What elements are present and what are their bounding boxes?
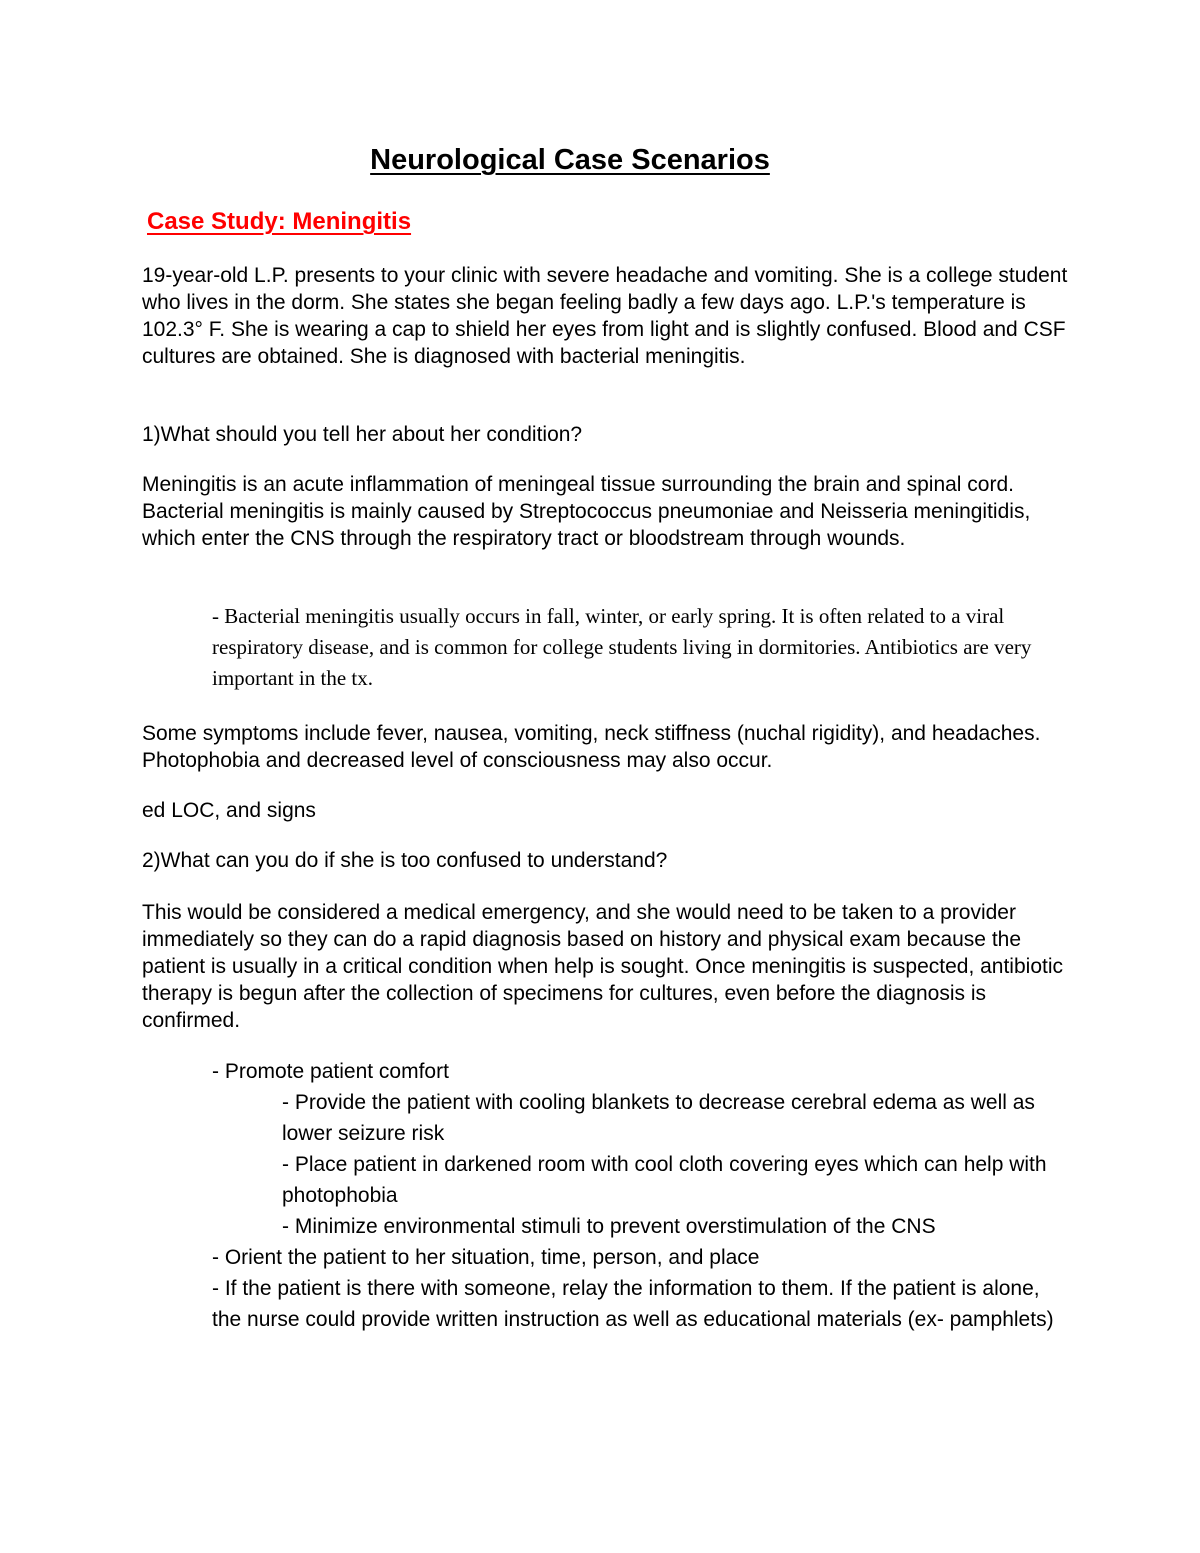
list-item: - Promote patient comfort — [212, 1060, 449, 1083]
case-intro: 19-year-old L.P. presents to your clinic with severe headache and vomiting. She is a college student who lives in the dorm. She states she began feeling badly a few days ago. L.P.'s temperature is 102.3° F. She is wearing a cap to shield her eyes from light and is slightly confused. Blood and CSF cultures are obtained. She is diagnosed with bacterial meningitis. — [142, 264, 1068, 368]
list-subitem: - Place patient in darkened room with cool cloth covering eyes which can help with photophobia — [282, 1153, 1047, 1207]
document-title: Neurological Case Scenarios — [370, 144, 770, 176]
note-1: - Bacterial meningitis usually occurs in fall, winter, or early spring. It is often related to a viral respiratory disease, and is common for college students living in dormitories. Antibiotics are very important in the tx. — [212, 604, 1032, 690]
question-2: 2)What can you do if she is too confused to understand? — [142, 849, 668, 872]
list-subitem: - Minimize environmental stimuli to prevent overstimulation of the CNS — [282, 1215, 936, 1238]
case-title: Case Study: Meningitis — [147, 208, 412, 235]
list-item: - Orient the patient to her situation, time, person, and place — [212, 1246, 760, 1269]
fragment-text: ed LOC, and signs — [142, 799, 316, 822]
list-item: - If the patient is there with someone, relay the information to them. If the patient is alone, the nurse could provide written instruction as well as educational materials (ex- pamphlets) — [212, 1277, 1054, 1331]
answer-1: Meningitis is an acute inflammation of meningeal tissue surrounding the brain and spinal cord. Bacterial meningitis is mainly caused by Streptococcus pneumoniae and Neisseria meningitidis, which enter the CNS through the respiratory tract or bloodstream through wounds. — [142, 473, 1031, 550]
answer-2: This would be considered a medical emergency, and she would need to be taken to a provider immediately so they can do a rapid diagnosis based on history and physical exam because the patient is usually in a critical condition when help is sought. Once meningitis is suspected, antibiotic therapy is begun after the collection of specimens for cultures, even before the diagnosis is confirmed. — [142, 901, 1063, 1032]
list-subitem: - Provide the patient with cooling blankets to decrease cerebral edema as well as lower seizure risk — [282, 1091, 1035, 1145]
symptoms-paragraph: Some symptoms include fever, nausea, vomiting, neck stiffness (nuchal rigidity), and headaches. Photophobia and decreased level of consciousness may also occur. — [142, 722, 1041, 772]
question-1: 1)What should you tell her about her condition? — [142, 423, 583, 446]
